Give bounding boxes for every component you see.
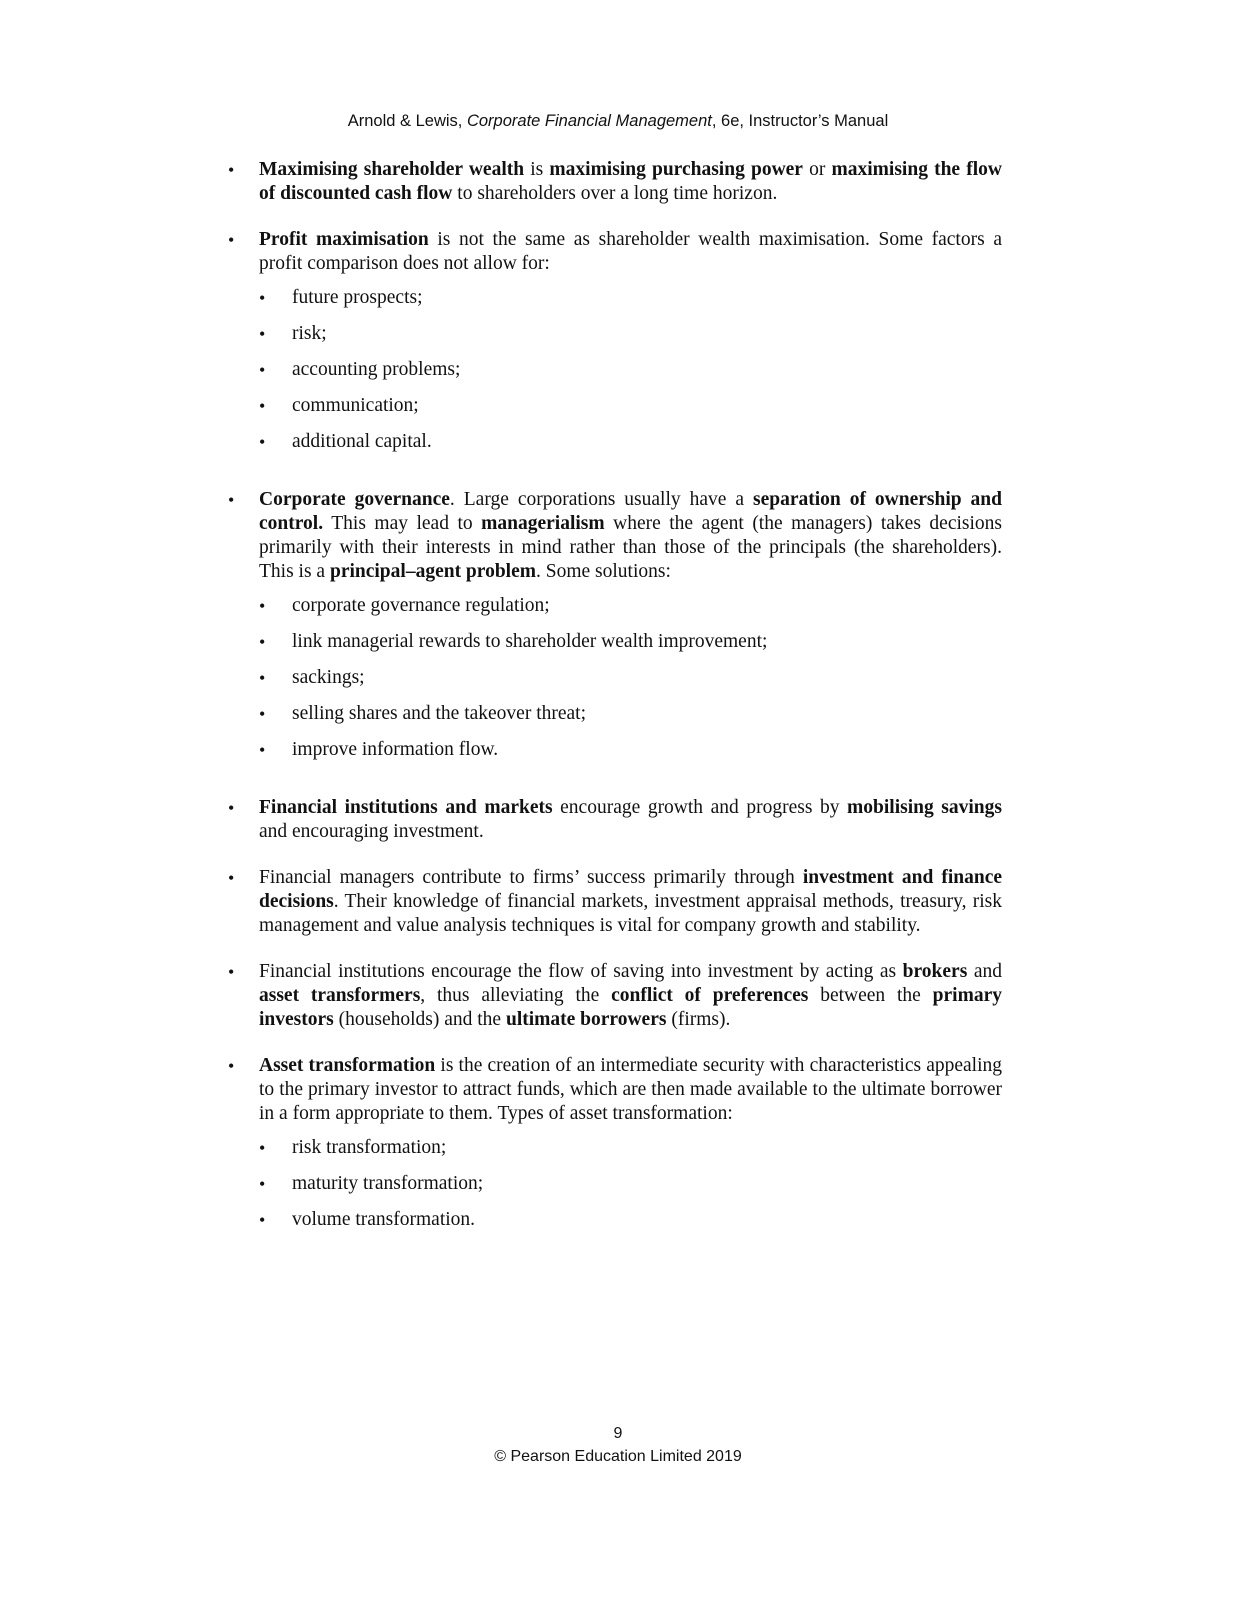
list-item bbox=[259, 430, 1002, 466]
bold-term: Maximising shareholder wealth bbox=[259, 159, 525, 180]
bullet-marker: • bbox=[228, 798, 235, 818]
header-authors: Arnold & Lewis, bbox=[347, 112, 467, 130]
text-run: and bbox=[967, 961, 1002, 982]
text-run: encourage growth and progress by bbox=[552, 797, 848, 818]
text-run: , thus alleviating the bbox=[420, 985, 612, 1006]
page-number: 9 bbox=[613, 1425, 623, 1442]
bold-term: Asset transformation bbox=[259, 1055, 436, 1076]
sub-list bbox=[259, 1136, 1002, 1244]
sub-list bbox=[259, 286, 1002, 466]
page-footer bbox=[0, 1422, 1236, 1468]
list-item bbox=[259, 358, 1002, 394]
bullet-marker: • bbox=[259, 396, 266, 416]
text-run: between the bbox=[808, 985, 933, 1006]
bullet-corporate-governance bbox=[228, 488, 1002, 774]
list-item bbox=[259, 702, 1002, 738]
bold-term: primary investors bbox=[259, 985, 1002, 1030]
bullet-marker: • bbox=[259, 668, 266, 688]
bullet-text bbox=[259, 796, 1002, 844]
bullet-shareholder-wealth bbox=[228, 158, 1002, 206]
text-run: . Large corporations usually have a bbox=[449, 489, 753, 510]
header-book-title: Corporate Financial Management bbox=[466, 112, 712, 130]
bullet-marker: • bbox=[228, 230, 235, 250]
list-item-text: maturity transformation; bbox=[292, 1173, 484, 1194]
text-run: or bbox=[802, 159, 832, 180]
bullet-marker: • bbox=[259, 1174, 266, 1194]
list-item bbox=[259, 1208, 1002, 1244]
text-run: is not the same as shareholder wealth maximisation. Some factors a profit comparison does not allow for: bbox=[259, 229, 1002, 274]
bold-term: maximising purchasing power bbox=[549, 159, 803, 180]
text-run: Financial institutions encourage the flow of saving into investment by acting as bbox=[259, 961, 903, 982]
bold-term: ultimate borrowers bbox=[505, 1009, 667, 1030]
text-run: and encouraging investment. bbox=[259, 821, 484, 842]
bold-term: investment and finance decisions bbox=[259, 867, 1002, 912]
bullet-text bbox=[259, 866, 1002, 938]
bullet-text bbox=[259, 1054, 1002, 1126]
bold-term: Corporate governance bbox=[259, 489, 450, 510]
bold-term: conflict of preferences bbox=[611, 985, 809, 1006]
bullet-marker: • bbox=[259, 288, 266, 308]
list-item bbox=[259, 286, 1002, 322]
list-item-text: improve information flow. bbox=[292, 739, 499, 760]
bullet-financial-institutions-markets bbox=[228, 796, 1002, 844]
bullet-marker: • bbox=[228, 868, 235, 888]
bullet-marker: • bbox=[259, 1210, 266, 1230]
bullet-marker: • bbox=[228, 490, 235, 510]
main-content bbox=[228, 158, 1002, 1266]
bold-term: managerialism bbox=[481, 513, 605, 534]
bullet-marker: • bbox=[228, 160, 235, 180]
bold-term: mobilising savings bbox=[847, 797, 1002, 818]
bullet-marker: • bbox=[228, 962, 235, 982]
bullet-marker: • bbox=[259, 432, 266, 452]
list-item bbox=[259, 1136, 1002, 1172]
bullet-profit-maximisation bbox=[228, 228, 1002, 466]
bold-term: maximising the flow of discounted cash flow bbox=[259, 159, 1002, 204]
text-run: . Some solutions: bbox=[536, 561, 671, 582]
list-item bbox=[259, 738, 1002, 774]
list-item bbox=[259, 322, 1002, 358]
list-item-text: risk; bbox=[292, 323, 327, 344]
list-item-text: communication; bbox=[292, 395, 419, 416]
bold-term: Profit maximisation bbox=[259, 229, 429, 250]
text-run: (households) and the bbox=[333, 1009, 506, 1030]
bullet-text bbox=[259, 228, 1002, 276]
list-item-text: additional capital. bbox=[292, 431, 432, 452]
text-run: is the creation of an intermediate security with characteristics appealing to the primary investor to attract funds, which are then made available to the ultimate borrower in a form appropriate to them. Types of asset transformation: bbox=[259, 1055, 1003, 1124]
bullet-marker: • bbox=[259, 1138, 266, 1158]
text-run: . Their knowledge of financial markets, investment appraisal methods, treasury, risk management and value analysis techniques is vital for company growth and stability. bbox=[259, 891, 1002, 936]
list-item-text: volume transformation. bbox=[292, 1209, 476, 1230]
bullet-financial-managers bbox=[228, 866, 1002, 938]
bullet-marker: • bbox=[259, 704, 266, 724]
copyright-notice: © Pearson Education Limited 2019 bbox=[494, 1448, 742, 1465]
bullet-text bbox=[259, 488, 1002, 584]
bullet-text bbox=[259, 960, 1002, 1032]
bullet-marker: • bbox=[259, 632, 266, 652]
text-run: (firms). bbox=[666, 1009, 731, 1030]
bullet-marker: • bbox=[259, 596, 266, 616]
bullet-marker: • bbox=[259, 360, 266, 380]
bullet-marker: • bbox=[259, 324, 266, 344]
bold-term: brokers bbox=[902, 961, 968, 982]
list-item-text: link managerial rewards to shareholder wealth improvement; bbox=[292, 631, 768, 652]
list-item-text: future prospects; bbox=[292, 287, 423, 308]
bold-term: asset transformers bbox=[259, 985, 421, 1006]
bold-term: Financial institutions and markets bbox=[259, 797, 553, 818]
text-run: This may lead to bbox=[323, 513, 482, 534]
list-item bbox=[259, 666, 1002, 702]
text-run: Financial managers contribute to firms’ success primarily through bbox=[259, 867, 803, 888]
list-item-text: corporate governance regulation; bbox=[292, 595, 550, 616]
list-item bbox=[259, 1172, 1002, 1208]
list-item-text: risk transformation; bbox=[292, 1137, 447, 1158]
list-item bbox=[259, 594, 1002, 630]
bold-term: principal–agent problem bbox=[329, 561, 536, 582]
text-run: is bbox=[524, 159, 550, 180]
list-item bbox=[259, 630, 1002, 666]
bullet-text bbox=[259, 158, 1002, 206]
running-header bbox=[0, 110, 1236, 132]
header-edition: , 6e, Instructor’s Manual bbox=[711, 112, 889, 130]
sub-list bbox=[259, 594, 1002, 774]
list-item-text: accounting problems; bbox=[292, 359, 461, 380]
text-run: to shareholders over a long time horizon. bbox=[452, 183, 778, 204]
bold-term: separation of ownership and control. bbox=[259, 489, 1002, 534]
list-item-text: sackings; bbox=[292, 667, 365, 688]
bullet-asset-transformation bbox=[228, 1054, 1002, 1244]
list-item-text: selling shares and the takeover threat; bbox=[292, 703, 587, 724]
bullet-flow-of-saving bbox=[228, 960, 1002, 1032]
text-run: where the agent (the managers) takes decisions primarily with their interests in mind rather than those of the principals (the shareholders). This is a bbox=[259, 513, 1002, 582]
list-item bbox=[259, 394, 1002, 430]
bullet-marker: • bbox=[228, 1056, 235, 1076]
bullet-marker: • bbox=[259, 740, 266, 760]
